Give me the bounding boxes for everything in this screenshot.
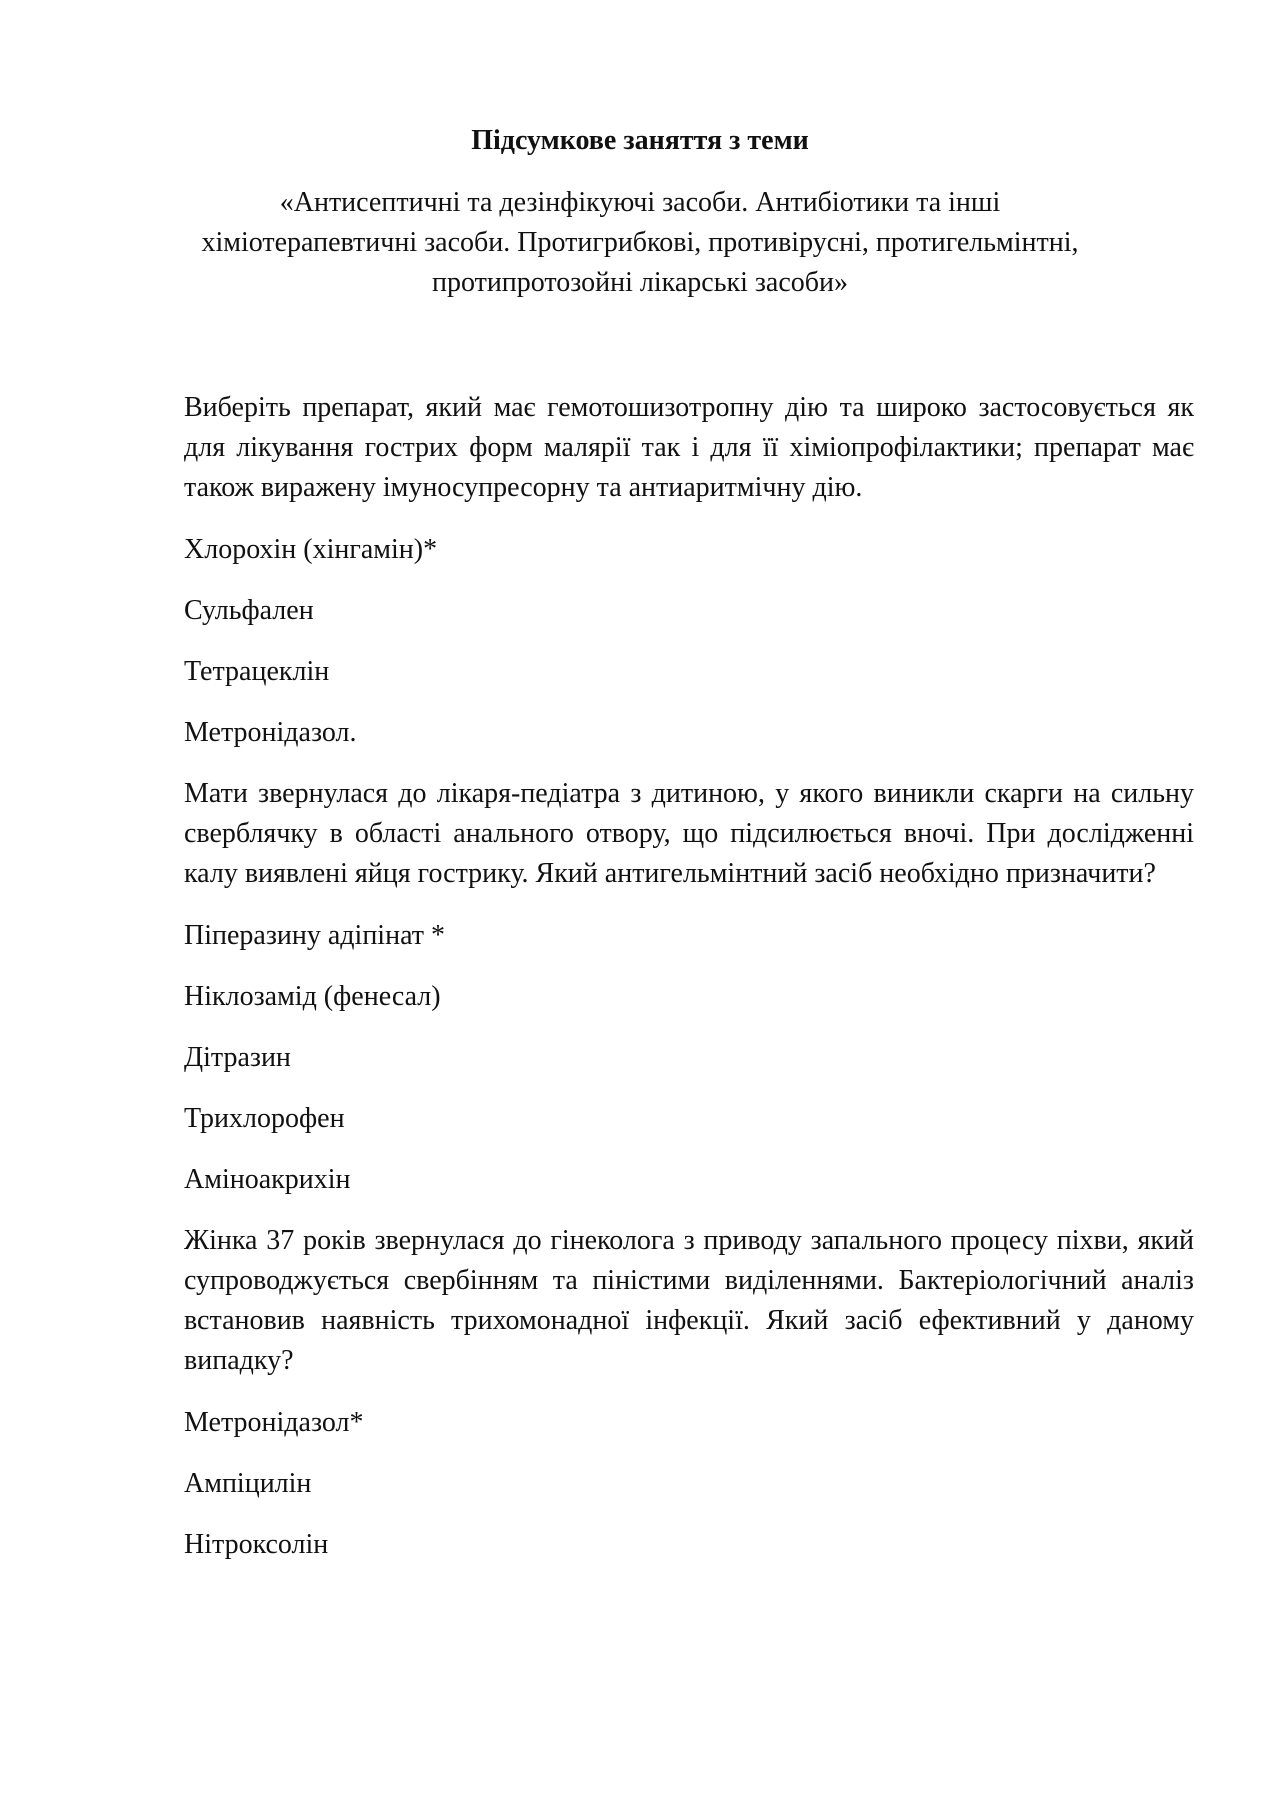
subtitle-line: хіміотерапевтичні засоби. Протигрибкові, противірусні, протигельмінтні, [201,227,1079,258]
subtitle-line: «Антисептичні та дезінфікуючі засоби. Антибіотики та інші [279,187,1001,218]
subtitle-line: протипротозойні лікарські засоби» [431,267,849,298]
question-1-text: Виберіть препарат, який має гемотошизотропну дію та широко застосовується як для лікування гострих форм малярії так і для її хіміопрофілактики; препарат має також виражену імуносупресорну та антиаритмічну дію. [184,392,1194,503]
topic-subtitle [190,183,1090,303]
answer-option: Метронідазол. [184,717,357,748]
answer-option: Аміноакрихін [184,1164,351,1195]
answer-option: Сульфален [184,595,314,626]
answer-option: Дітразин [184,1042,291,1073]
answer-option: Трихлорофен [184,1103,345,1134]
answer-option: Ампіцилін [184,1468,312,1499]
question-list [184,388,1194,1586]
question-2-text: Мати звернулася до лікаря-педіатра з дитиною, у якого виникли скарги на сильну сверблячку в області анального отвору, що підсилюється вночі. При дослідженні калу виявлені яйця гострику. Який антигельмінтний засіб необхідно призначити? [184,778,1194,889]
answer-option: Піперазину адіпінат * [184,920,446,951]
question-3-text: Жінка 37 років звернулася до гінеколога з приводу запального процесу піхви, який супроводжується свербінням та піністими виділеннями. Бактеріологічний аналіз встановив наявність трихомонадної інфекції. Який засіб ефективний у даному випадку? [184,1225,1194,1376]
page-title: Підсумкове заняття з теми [471,125,809,156]
answer-option: Метронідазол* [184,1407,364,1438]
answer-option: Нітроксолін [184,1529,329,1560]
answer-option: Хлорохін (хінгамін)* [184,534,438,565]
answer-option: Ніклозамід (фенесал) [184,981,441,1012]
answer-option: Тетрацеклін [184,656,330,687]
